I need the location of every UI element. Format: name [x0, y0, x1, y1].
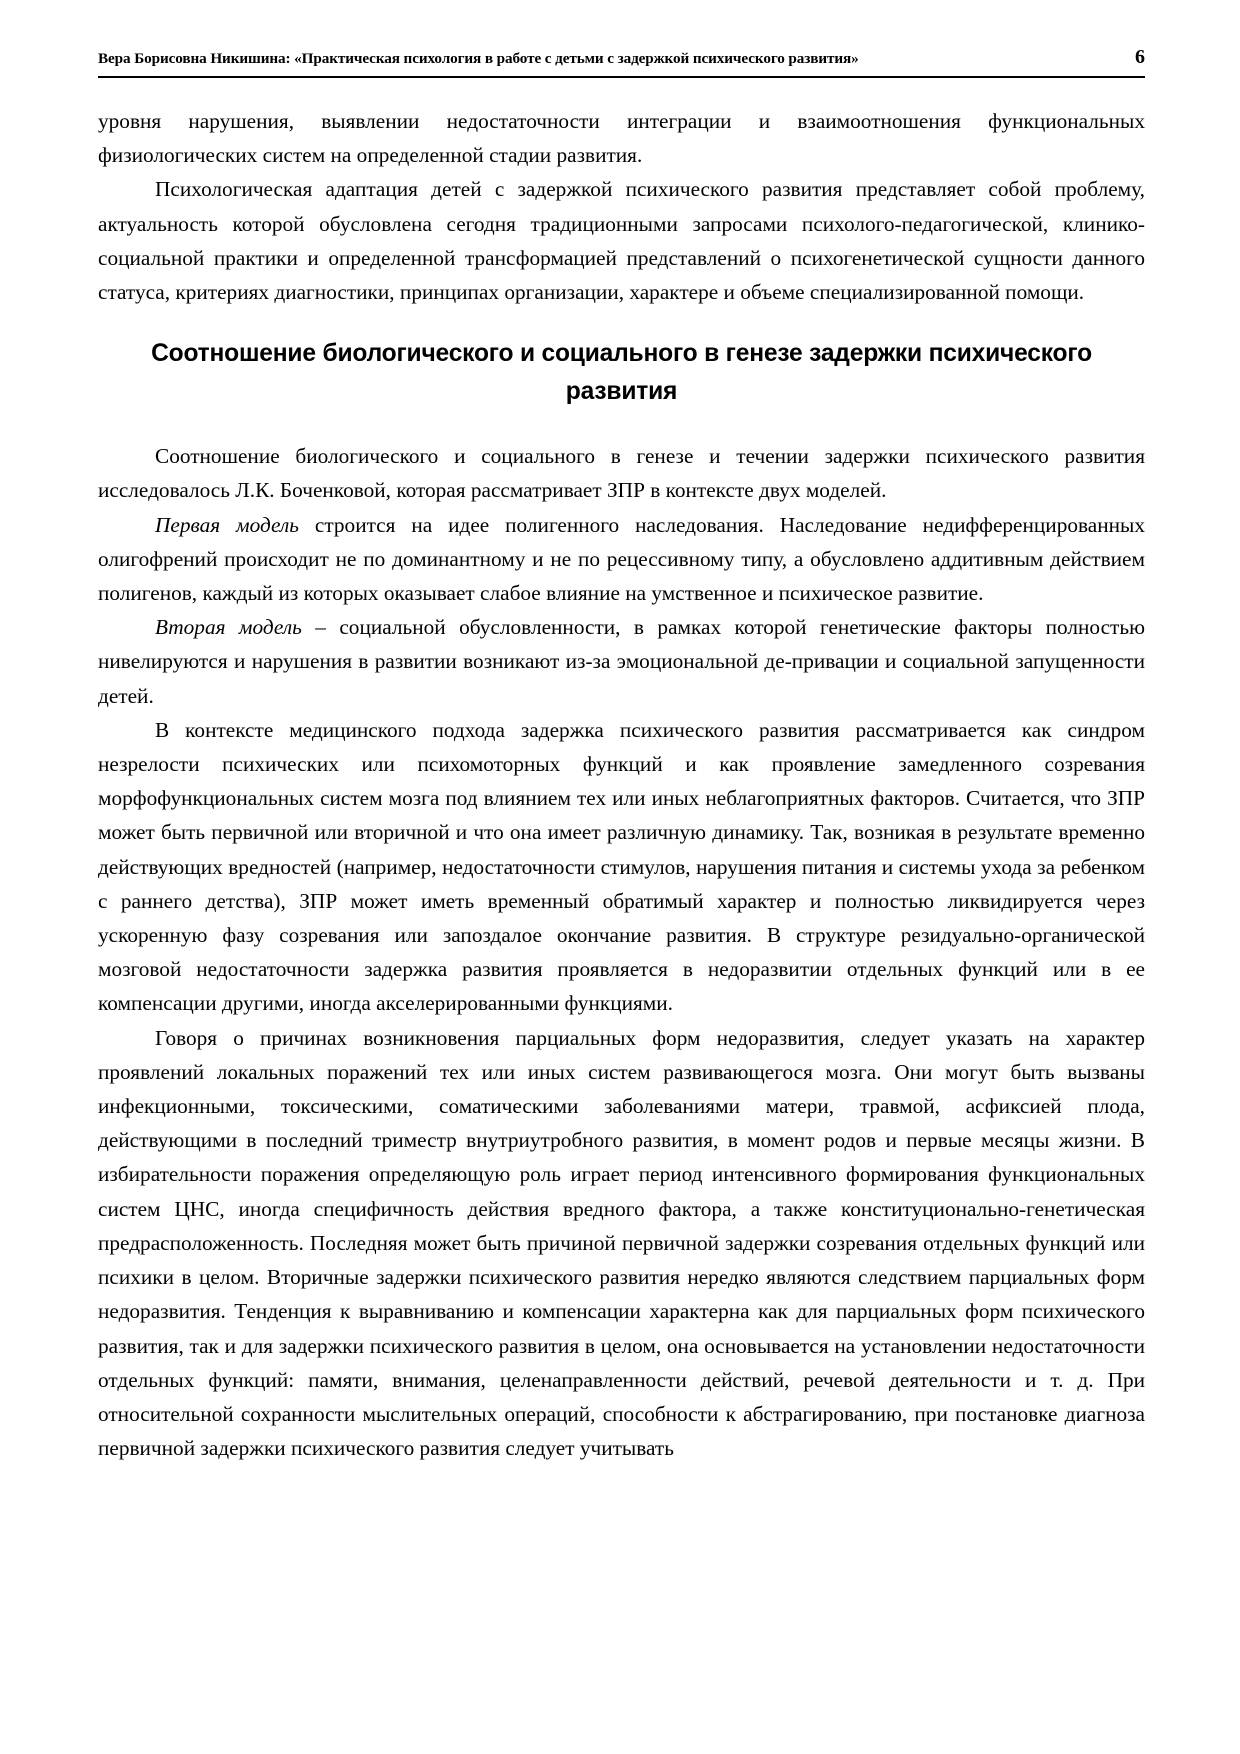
page-number: 6: [1135, 46, 1145, 68]
paragraph-psychological-adaptation: Психологическая адаптация детей с задержкой психического развития представляет собой проблему, актуальность которой обусловлена сегодня традиционными запросами психолого-педагогической, клинико-социальной практики и определенной трансформацией представлений о психогенетической сущности данного статуса, критериях диагностики, принципах организации, характере и объеме специализированной помощи.: [98, 177, 1145, 305]
body-text-column: [98, 104, 1145, 1465]
paragraph-continuation: уровня нарушения, выявлении недостаточности интеграции и взаимоотношения функциональных физиологических систем на определенной стадии развития.: [98, 109, 1145, 168]
second-model-emphasis: Вторая модель: [155, 615, 302, 640]
paragraph-medical-approach: В контексте медицинского подхода задержка психического развития рассматривается как синдром незрелости психических или психомоторных функций и как проявление замедленного созревания морфофункциональных систем мозга под влиянием тех или иных неблагоприятных факторов. Считается, что ЗПР может быть первичной или вторичной и что она имеет различную динамику. Так, возникая в результате временно действующих вредностей (например, недостаточности стимулов, нарушения питания и системы ухода за ребенком с раннего детства), ЗПР может иметь временный обратимый характер и полностью ликвидируется через ускоренную фазу созревания или запоздалое окончание развития. В структуре резидуально-органической мозговой недостаточности задержка развития проявляется в недоразвитии отдельных функций или в ее компенсации другими, иногда акселерированными функциями.: [98, 717, 1145, 1016]
paragraph-second-model: [98, 610, 1145, 713]
first-model-emphasis: Первая модель: [155, 512, 299, 537]
paragraph-bochenkova: Соотношение биологического и социального в генезе и течении задержки психического развития исследовалось Л.К. Боченковой, которая рассматривает ЗПР в контексте двух моделей.: [98, 444, 1145, 503]
paragraph-first-model: [98, 508, 1145, 611]
running-header-title: Вера Борисовна Никишина: «Практическая психология в работе с детьми с задержкой психического развития»: [98, 50, 859, 67]
first-model-text: строится на идее полигенного наследования. Наследование недифференцированных олигофрений происходит не по доминантному и не по рецессивному типу, а обусловлено аддитивным действием полигенов, каждый из которых оказывает слабое влияние на умственное и психическое развитие.: [98, 512, 1145, 606]
paragraph-partial-forms: Говоря о причинах возникновения парциальных форм недоразвития, следует указать на характер проявлений локальных поражений тех или иных систем развивающегося мозга. Они могут быть вызваны инфекционными, токсическими, соматическими заболеваниями матери, травмой, асфиксией плода, действующими в последний триместр внутриутробного развития, в момент родов и первые месяцы жизни. В избирательности поражения определяющую роль играет период интенсивного формирования функциональных систем ЦНС, иногда специфичность действия вредного фактора, а также конституционально-генетическая предрасположенность. Последняя может быть причиной первичной задержки созревания отдельных функций или психики в целом. Вторичные задержки психического развития нередко являются следствием парциальных форм недоразвития. Тенденция к выравниванию и компенсации характерна как для парциальных форм психического развития, так и для задержки психического развития в целом, она основывается на установлении недостаточности отдельных функций: памяти, внимания, целенаправленности действий, речевой деятельности и т. д. При относительной сохранности мыслительных операций, способности к абстрагированию, при постановке диагноза первичной задержки психического развития следует учитывать: [98, 1025, 1145, 1461]
section-heading: Соотношение биологического и социального в генезе задержки психического развития: [151, 340, 1092, 406]
running-header: [98, 46, 1145, 78]
second-model-text: – социальной обусловленности, в рамках которой генетические факторы полностью нивелируются и нарушения в развитии возникают из-за эмоциональной де-привации и социальной запущенности детей.: [98, 615, 1145, 708]
